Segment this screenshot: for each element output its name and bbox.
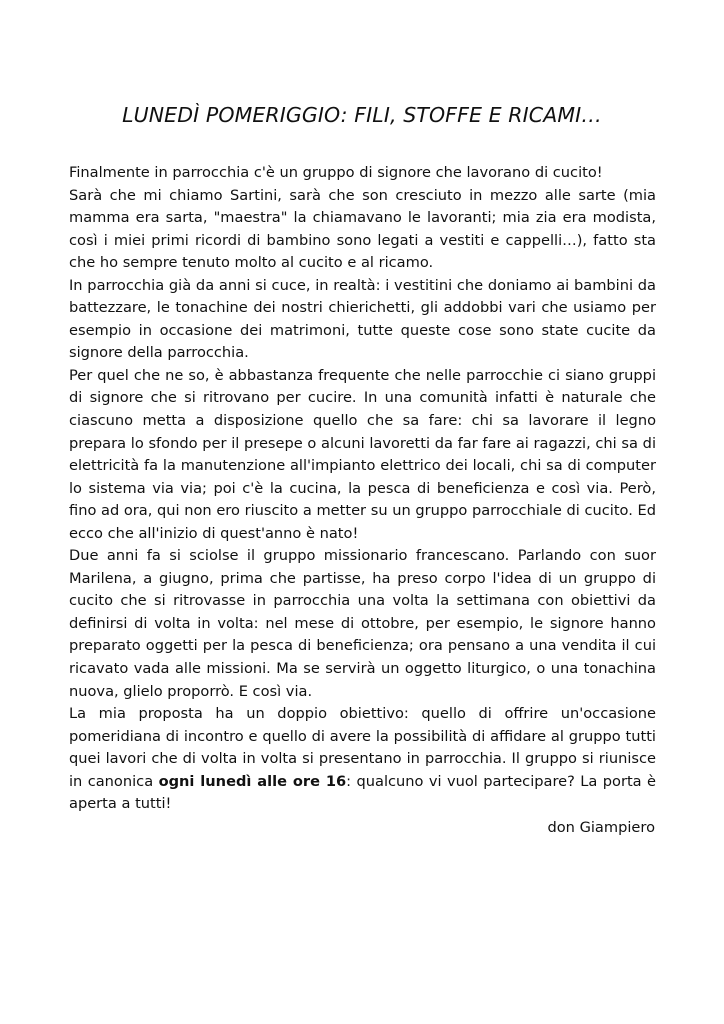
paragraph-6-text-end: : qualcuno vi vuol partecipare? La porta è aperta a tutti!	[69, 772, 657, 813]
paragraph-3: In parrocchia già da anni si cuce, in realtà: i vestitini che doniamo ai bambini da battezzare, le tonachine dei nostri chierichetti, gli addobbi vari che usiamo per esempio in occasione dei matrimoni, tutte queste cose sono state cucite da signore della parrocchia.	[69, 276, 656, 362]
paragraph-6-text-start: La mia proposta ha un doppio obiettivo: quello di offrire un'occasione pomeridiana di incontro e quello di avere la possibilità di affidare al gruppo tutti quei lavori che di volta in volta si presentano in parrocchia. Il gruppo si riunisce in canonica	[69, 705, 656, 790]
paragraph-6	[69, 703, 656, 816]
paragraph-4: Per quel che ne so, è abbastanza frequente che nelle parrocchie ci siano gruppi di signore che si ritrovano per cucire. In una comunità infatti è naturale che ciascuno metta a disposizione quello che sa fare: chi sa lavorare il legno prepara lo sfondo per il presepe o alcuni lavoretti da far fare ai ragazzi, chi sa di elettricità fa la manutenzione all'impianto elettrico dei locali, chi sa di computer lo sistema via via; poi c'è la cucina, la pesca di beneficienza e così via. Però, fino ad ora, qui non ero riuscito a metter su un gruppo parrocchiale di cucito. Ed ecco che all'inizio di quest'anno è nato!	[69, 366, 656, 542]
paragraph-2: Sarà che mi chiamo Sartini, sarà che son cresciuto in mezzo alle sarte (mia mamma era sarta, "maestra" la chiamavano le lavoranti; mia zia era modista, così i miei primi ricordi di bambino sono legati a vestiti e cappelli…), fatto sta che ho sempre tenuto molto al cucito e al ricamo.	[69, 186, 656, 272]
meeting-time-highlight: ogni lunedì alle ore 16	[158, 772, 347, 790]
paragraph-5: Due anni fa si sciolse il gruppo missionario francescano. Parlando con suor Marilena, a giugno, prima che partisse, ha preso corpo l'idea di un gruppo di cucito che si ritrovasse in parrocchia una volta la settimana con obiettivi da definirsi di volta in volta: nel mese di ottobre, per esempio, le signore hanno preparato oggetti per la pesca di beneficienza; ora pensano a una vendita il cui ricavato vada alle missioni. Ma se servirà un oggetto liturgico, o una tonachina nuova, glielo proporrò. E così via.	[69, 547, 656, 700]
paragraph-1: Finalmente in parrocchia c'è un gruppo di signore che lavorano di cucito!	[69, 164, 603, 181]
author-signature: don Giampiero	[547, 819, 655, 836]
article-title: LUNEDÌ POMERIGGIO: FILI, STOFFE E RICAMI…	[122, 103, 602, 127]
article-body	[69, 162, 656, 816]
